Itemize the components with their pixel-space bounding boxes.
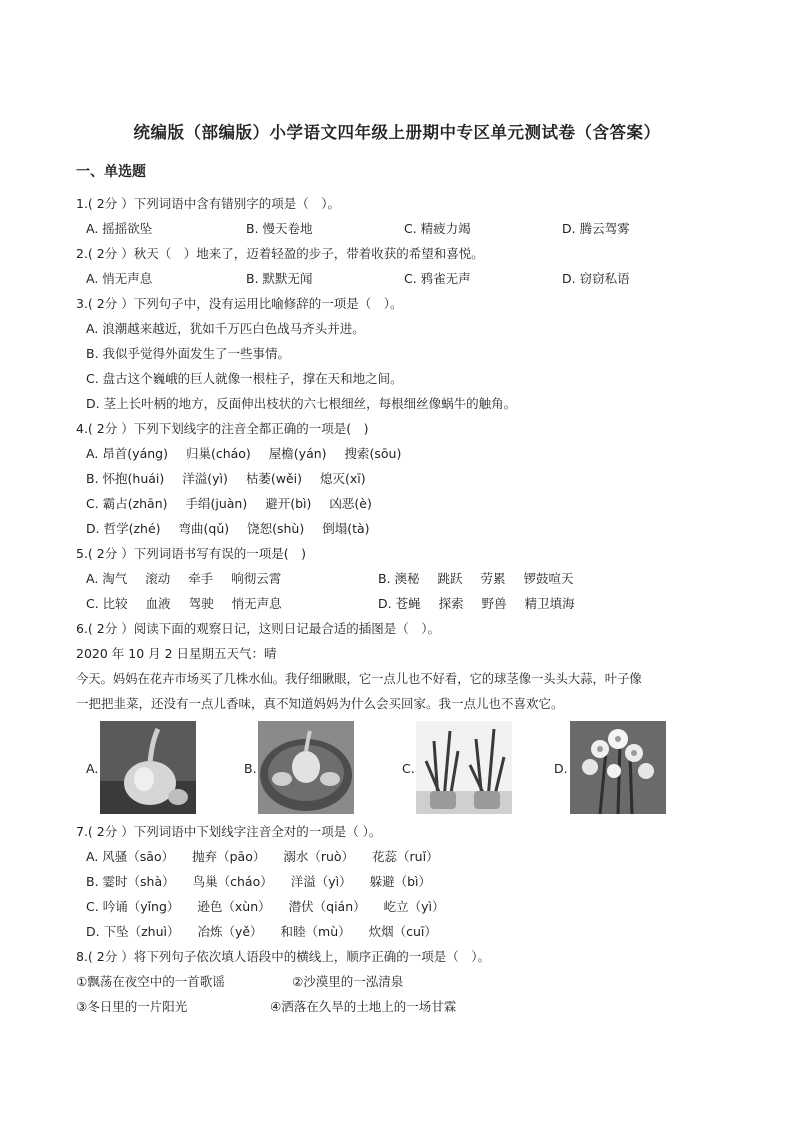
pinyin-word: 哲学(zhé) [103, 521, 161, 536]
question-7-stem: 7.( 2分 ）下列词语中下划线字注音全对的一项是（ ）。 [76, 824, 382, 839]
diary-date: 2020 年 10 月 2 日星期五天气：晴 [76, 646, 277, 661]
word: 驾驶 [188, 596, 214, 611]
q1-option-a: A. 摇摇欲坠 [86, 221, 153, 236]
pinyin-word: 熄灭(xī) [320, 471, 366, 486]
q5-option-b [378, 570, 574, 588]
pinyin-word: 花蕊（ruǐ） [372, 849, 439, 864]
image-label-c: C. [402, 761, 415, 776]
image-label-b: B. [244, 761, 257, 776]
q2-option-b: B. 默默无闻 [246, 271, 313, 286]
pinyin-word: 屋檐(yán) [268, 446, 327, 461]
word: 精卫填海 [524, 596, 575, 611]
option-letter: C. [86, 496, 99, 511]
word: A. 淘气 [86, 571, 128, 586]
photo-a-narcissus-bulb [100, 721, 196, 814]
word: 悄无声息 [231, 596, 282, 611]
word: B. 澳秘 [378, 571, 420, 586]
image-label-d: D. [554, 761, 568, 776]
q3-option-c: C. 盘古这个巍峨的巨人就像一根柱子，撑在天和地之间。 [86, 371, 403, 386]
image-label-a: A. [86, 761, 99, 776]
question-5-stem: 5.( 2分 ）下列词语书写有误的一项是( ) [76, 546, 306, 561]
q2-option-a: A. 悄无声息 [86, 271, 153, 286]
q8-item-1: ①飘荡在夜空中的一首歌谣 [76, 974, 225, 989]
pinyin-word: 霸占(zhān) [102, 496, 168, 511]
word: C. 比较 [86, 596, 128, 611]
question-1-stem: 1.( 2分 ）下列词语中含有错别字的项是（ ）。 [76, 196, 340, 211]
word: 探索 [438, 596, 464, 611]
pinyin-word: 潜伏（qián） [288, 899, 366, 914]
photo-d-narcissus-flowers [570, 721, 666, 814]
option-letter: D. [86, 924, 100, 939]
pinyin-word: 霎时（shà） [102, 874, 175, 889]
option-letter: D. [86, 521, 100, 536]
pinyin-word: 搜索(sōu) [344, 446, 402, 461]
pinyin-word: 鸟巢（cháo） [192, 874, 273, 889]
word: 锣鼓喧天 [523, 571, 574, 586]
q4-option-a [86, 445, 401, 463]
q4-option-b [86, 470, 366, 488]
page-title: 统编版（部编版）小学语文四年级上册期中专区单元测试卷（含答案） [133, 123, 661, 142]
q7-option-c [86, 898, 445, 916]
photo-b-bulbs-in-bowl [258, 721, 354, 814]
q3-option-d: D. 茎上长叶柄的地方，反面伸出枝状的六七根细丝，每根细丝像蜗牛的触角。 [86, 396, 517, 411]
photo-c-narcissus-leaves [416, 721, 512, 814]
pinyin-word: 饶恕(shù) [247, 521, 305, 536]
word: 跳跃 [437, 571, 463, 586]
pinyin-word: 弯曲(qǔ) [178, 521, 230, 536]
pinyin-word: 抛弃（pāo） [192, 849, 266, 864]
pinyin-word: 手绢(juàn) [185, 496, 248, 511]
pinyin-word: 溺水（ruò） [283, 849, 355, 864]
q1-option-c: C. 精疲力竭 [404, 221, 471, 236]
pinyin-word: 冶炼（yě） [197, 924, 263, 939]
pinyin-word: 怀抱(huái) [102, 471, 165, 486]
q3-option-b: B. 我似乎觉得外面发生了一些事情。 [86, 346, 291, 361]
pinyin-word: 凶恶(è) [329, 496, 372, 511]
pinyin-word: 洋溢（yì） [290, 874, 352, 889]
q1-option-b: B. 慢天卷地 [246, 221, 313, 236]
pinyin-word: 枯萎(wěi) [245, 471, 303, 486]
word: 血液 [145, 596, 171, 611]
q1-option-d: D. 腾云驾雾 [562, 221, 630, 236]
pinyin-word: 下坠（zhuì） [103, 924, 180, 939]
question-2-stem: 2.( 2分 ）秋天（ ）地来了，迈着轻盈的步子，带着收获的希望和喜悦。 [76, 246, 484, 261]
q8-item-3: ③冬日里的一片阳光 [76, 999, 188, 1014]
pinyin-word: 和睦（mù） [280, 924, 351, 939]
word: 劳累 [480, 571, 506, 586]
section-heading: 一、单选题 [76, 164, 146, 180]
q8-item-4: ④洒落在久旱的土地上的一场甘霖 [270, 999, 457, 1014]
question-8-stem: 8.( 2分 ）将下列句子依次填人语段中的横线上，顺序正确的一项是（ ）。 [76, 949, 490, 964]
q5-option-a [86, 570, 281, 588]
pinyin-word: 洋溢(yì) [182, 471, 228, 486]
q5-option-d [378, 595, 575, 613]
word: D. 苍蝇 [378, 596, 421, 611]
q2-option-c: C. 鸦雀无声 [404, 271, 471, 286]
pinyin-word: 倒塌(tà) [322, 521, 370, 536]
pinyin-word: 逊色（xùn） [197, 899, 271, 914]
pinyin-word: 炊烟（cuī） [368, 924, 437, 939]
question-4-stem: 4.( 2分 ）下列下划线字的注音全都正确的一项是( ) [76, 421, 369, 436]
word: 牵手 [188, 571, 214, 586]
option-letter: B. [86, 874, 99, 889]
word: 响彻云霄 [231, 571, 282, 586]
pinyin-word: 避开(bì) [265, 496, 312, 511]
q5-option-c [86, 595, 282, 613]
q7-option-d [86, 923, 437, 941]
q4-option-c [86, 495, 372, 513]
pinyin-word: 昂首(yáng) [102, 446, 168, 461]
option-letter: B. [86, 471, 99, 486]
option-letter: A. [86, 446, 99, 461]
word: 野兽 [481, 596, 507, 611]
q7-option-a [86, 848, 439, 866]
pinyin-word: 躲避（bì） [369, 874, 432, 889]
question-3-stem: 3.( 2分 ）下列句子中，没有运用比喻修辞的一项是（ ）。 [76, 296, 403, 311]
pinyin-word: 吟诵（yǐng） [102, 899, 180, 914]
option-letter: C. [86, 899, 99, 914]
pinyin-word: 屹立（yì） [383, 899, 445, 914]
q7-option-b [86, 873, 431, 891]
pinyin-word: 风骚（sāo） [102, 849, 175, 864]
q3-option-a: A. 浪潮越来越近，犹如千万匹白色战马齐头并进。 [86, 321, 365, 336]
diary-paragraph-line-1: 今天。妈妈在花卉市场买了几株水仙。我仔细瞅眼，它一点儿也不好看，它的球茎像一头头大蒜，叶子像 [76, 672, 642, 686]
q2-option-d: D. 窃窃私语 [562, 271, 630, 286]
word: 滚动 [145, 571, 171, 586]
diary-paragraph-line-2: 一把把韭菜，还没有一点儿香味，真不知道妈妈为什么会买回家。我一点儿也不喜欢它。 [76, 696, 564, 711]
q8-item-2: ②沙漠里的一泓清泉 [292, 974, 404, 989]
q4-option-d [86, 520, 370, 538]
pinyin-word: 归巢(cháo) [185, 446, 251, 461]
question-6-stem: 6.( 2分 ）阅读下面的观察日记，这则日记最合适的插图是（ ）。 [76, 621, 440, 636]
option-letter: A. [86, 849, 99, 864]
